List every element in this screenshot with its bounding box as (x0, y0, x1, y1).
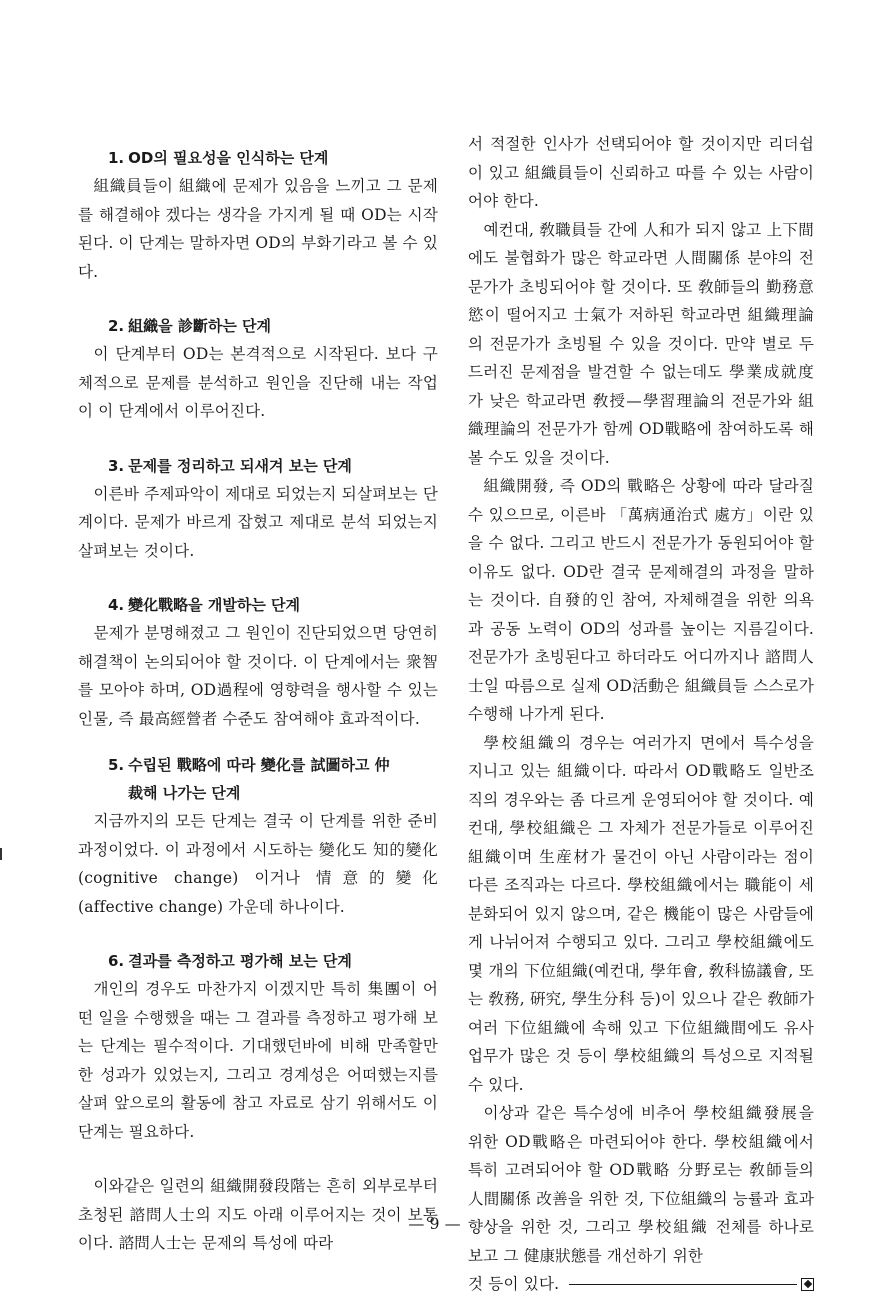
heading-number: 3. (108, 456, 125, 475)
closing-line (468, 1270, 814, 1299)
end-diamond-icon (801, 1278, 814, 1291)
paragraph: 이른바 주제파악이 제대로 되었는지 되살펴보는 단계이다. 문제가 바르게 잡혔고 제대로 분석 되었는지 살펴보는 것이다. (78, 484, 438, 560)
paragraph: 문제가 분명해졌고 그 원인이 진단되었으면 당연히 해결책이 논의되어야 할 것이다. 이 단계에서는 衆智를 모아야 하며, OD過程에 영향력을 행사할 수 있는 인물, 즉 最高經營者 수준도 참여해야 효과적이다. (78, 624, 438, 728)
section-heading-6 (78, 947, 438, 975)
closing-text: 것 등이 있다. (468, 1275, 560, 1293)
section-heading-3 (78, 452, 438, 480)
heading-text: 組織을 診斷하는 단계 (128, 317, 272, 335)
heading-text: 變化戰略을 개발하는 단계 (128, 596, 301, 614)
heading-number: 4. (108, 596, 125, 614)
heading-text-continued: 裁해 나가는 단계 (128, 784, 241, 802)
paragraph: 이 단계부터 OD는 본격적으로 시작된다. 보다 구체적으로 문제를 분석하고 원인을 진단해 내는 작업이 이 단계에서 이루어진다. (78, 345, 438, 420)
heading-number: 6. (108, 952, 125, 970)
paragraph: 지금까지의 모든 단계는 결국 이 단계를 위한 준비과정이었다. 이 과정에서 시도하는 變化도 知的變化 (cognitive change) 이거나 情意的變化 (affective change) 가운데 하나이다. (78, 812, 438, 916)
section-heading-4 (78, 591, 438, 619)
heading-text: OD의 필요성을 인식하는 단계 (128, 149, 329, 167)
paragraph: 개인의 경우도 마찬가지 이겠지만 특히 集團이 어떤 일을 수행했을 때는 그 결과를 측정하고 평가해 보는 단계는 필수적이다. 기대했던바에 비해 만족할만한 성과가 있었는지, 그리고 경계성은 어떠했는지를 살펴 앞으로의 활동에 참고 자료로 삼기 위해서도 이 단계는 필요하다. (78, 980, 438, 1141)
right-column (468, 130, 814, 1299)
paragraph: 이상과 같은 특수성에 비추어 學校組織發展을 위한 OD戰略은 마련되어야 한다. 學校組織에서 특히 고려되어야 할 OD戰略 分野로는 敎師들의 人間關係 改善을 위한 것, 下位組織의 능률과 효과 향상을 위한 것, 그리고 學校組織 전체를 하나로 보고 그 健康狀態를 개선하기 위한 (468, 1104, 814, 1265)
heading-text: 수립된 戰略에 따라 變化를 試圖하고 仲 (128, 756, 390, 774)
heading-number: 5. (108, 756, 125, 774)
heading-number: 1. (108, 149, 125, 167)
section-heading-1 (78, 144, 438, 172)
paragraph: 예컨대, 敎職員들 간에 人和가 되지 않고 上下間에도 불협화가 많은 학교라면 人間關係 분야의 전문가가 초빙되어야 할 것이다. 또 敎師들의 勤務意慾이 떨어지고 士氣가 저하된 학교라면 組織理論의 전문가가 초빙될 수 있을 것이다. 만약 별로 두드러진 문제점을 발견할 수 없는데도 學業成就度가 낮은 학교라면 敎授—學習理論의 전문가와 組織理論의 전문가가 함께 OD戰略에 참여하도록 해 볼 수도 있을 것이다. (468, 220, 814, 467)
page-number: — 9 — (408, 1214, 461, 1233)
paragraph: 이와같은 일련의 組織開發段階는 흔히 외부로부터 초청된 諮問人士의 지도 아래 이루어지는 것이 보통이다. 諮問人士는 문제의 특성에 따라 (78, 1177, 438, 1252)
paragraph-continued: 서 적절한 인사가 선택되어야 할 것이지만 리더쉽이 있고 組織員들이 신뢰하고 따를 수 있는 사람이어야 한다. (468, 135, 814, 210)
section-heading-2 (78, 312, 438, 340)
heading-text: 결과를 측정하고 평가해 보는 단계 (128, 952, 352, 970)
heading-text: 문제를 정리하고 되새겨 보는 단계 (128, 456, 352, 475)
end-rule (569, 1284, 797, 1285)
section-heading-5 (78, 751, 438, 807)
paragraph: 組織開發, 즉 OD의 戰略은 상황에 따라 달라질 수 있으므로, 이른바 「萬病通治式 處方」이란 있을 수 없다. 그리고 반드시 전문가가 동원되어야 할 이유도 없다. OD란 결국 문제해결의 과정을 말하는 것이다. 自發的인 참여, 자체해결을 위한 의욕과 공동 노력이 OD의 성과를 높이는 지름길이다. 전문가가 초빙된다고 하더라도 어디까지나 諮問人士일 따름으로 실제 OD活動은 組織員들 스스로가 수행해 나가게 된다. (468, 477, 814, 723)
paragraph: 組織員들이 組織에 문제가 있음을 느끼고 그 문제를 해결해야 겠다는 생각을 가지게 될 때 OD는 시작된다. 이 단계는 말하자면 OD의 부화기라고 볼 수 있다. (78, 177, 438, 281)
left-column (78, 130, 438, 1258)
margin-mark (0, 848, 2, 860)
paragraph: 學校組織의 경우는 여러가지 면에서 특수성을 지니고 있는 組織이다. 따라서 OD戰略도 일반조직의 경우와는 좀 다르게 운영되어야 할 것이다. 예컨대, 學校組織은 그 자체가 전문가들로 이루어진 組織이며 生産材가 물건이 아닌 사람이라는 점이 다른 조직과는 다르다. 學校組織에서는 職能이 세분화되어 있지 않으며, 같은 機能이 많은 사람들에게 나뉘어져 수행되고 있다. 그리고 學校組織에도 몇 개의 下位組織(예컨대, 學年會, 敎科協議會, 또는 敎務, 硏究, 學生分科 등)이 있으나 같은 敎師가 여러 下位組織에 속해 있고 下位組織間에도 유사업무가 많은 것 등이 學校組織의 특성으로 지적될 수 있다. (468, 733, 814, 1094)
heading-number: 2. (108, 317, 125, 335)
